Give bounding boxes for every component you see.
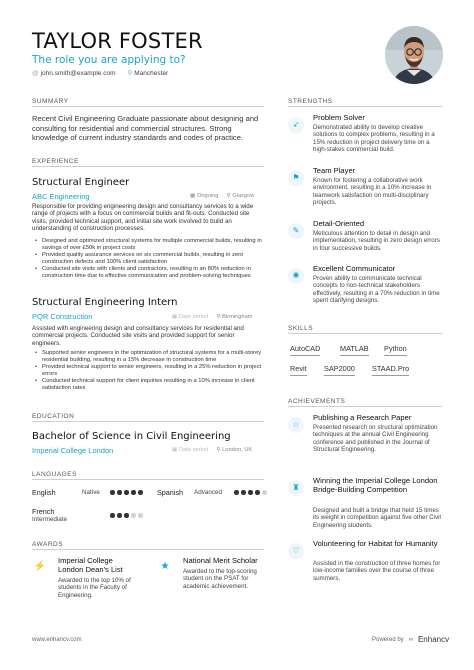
- rating-dot: [117, 513, 122, 518]
- education-meta: [172, 447, 252, 453]
- achievement-title: Publishing a Research Paper: [313, 413, 412, 422]
- pin-icon: ⚲: [216, 314, 221, 320]
- job-bullets: [34, 238, 264, 281]
- rating-dot: [248, 490, 253, 495]
- contact-row: [32, 69, 168, 77]
- strength-title: Detail-Oriented: [313, 219, 365, 228]
- job-location: Glasgow: [232, 193, 255, 199]
- company-name: PQR Construction: [32, 312, 93, 321]
- award-description: Awarded to the top-scoring student on the PSAT for academic achievement.: [183, 568, 257, 590]
- list-item: • Provided technical support to senior engineers, resulting in a 25% reduction in project errors: [34, 364, 264, 378]
- list-item: • Designed and optimized structural systems for multiple commercial builds, resulting in savings of over £50k in project costs: [34, 238, 264, 252]
- language-rating: [110, 490, 143, 495]
- language-level: Advanced: [194, 489, 223, 496]
- rocket-icon: ➶: [288, 117, 304, 133]
- rating-dot: [138, 490, 143, 495]
- divider: [32, 549, 264, 550]
- job-location: Birmingham: [222, 314, 253, 320]
- job-description: Responsible for providing engineering design and consultancy services to a wide range of projects with a focus on commercial builds and fit-outs. Conducted site visits, provided technical support, and initial site work involved to build an understanding of construction processes.: [32, 203, 254, 233]
- list-item: • Conducted site visits with clients and contractors, resulting in an 80% reduction in construction time due to effective communication and problem-solving techniques: [34, 266, 264, 280]
- email-item[interactable]: [32, 70, 116, 77]
- rating-dot: [131, 490, 136, 495]
- job-title: Structural Engineer: [32, 177, 130, 188]
- summary-heading: SUMMARY: [32, 98, 69, 105]
- experience-heading: EXPERIENCE: [32, 158, 79, 165]
- skill-tag: STAAD.Pro: [372, 364, 409, 376]
- school-name: Imperial College London: [32, 446, 114, 455]
- strength-description: Proven ability to communicate technical concepts to non-technical stakeholders effectively, resulting in a 70% reduction in time spent clarifying designs.: [313, 275, 440, 304]
- rating-dot: [124, 490, 129, 495]
- role-tagline: The role you are applying to?: [32, 54, 186, 66]
- language-name: English: [32, 488, 56, 497]
- rating-dot: [255, 490, 260, 495]
- achievement-description: Presented research on structural optimization techniques at the annual Civil Engineering conference and published in the Journal of Structural Engineering.: [313, 424, 438, 453]
- rating-dot: [110, 513, 115, 518]
- strengths-heading: STRENGTHS: [288, 98, 333, 105]
- job-meta: [172, 314, 252, 320]
- rating-dot: [124, 513, 129, 518]
- job-description: Assisted with engineering design and consultancy services for residential and commercial projects. Conducted site visits and provided support for senior engineers.: [32, 325, 244, 347]
- languages-heading: LANGUAGES: [32, 471, 77, 478]
- divider: [288, 406, 442, 407]
- skill-tag: MATLAB: [340, 344, 369, 356]
- strength-title: Excellent Communicator: [313, 264, 396, 273]
- strength-title: Team Player: [313, 166, 356, 175]
- job-date: Ongoing: [196, 193, 219, 199]
- divider: [32, 166, 264, 167]
- strength-description: Demonstrated ability to develop creative solutions to complex problems, resulting in a 15% reduction in project delivery time on a high-stakes commercial build.: [313, 124, 435, 153]
- skills-heading: SKILLS: [288, 325, 314, 332]
- education-date: Date period: [178, 447, 209, 453]
- strength-description: Meticulous attention to detail in design and implementation, resulting in zero design errors in four successive builds.: [313, 230, 440, 252]
- education-location: London, UK: [222, 447, 253, 453]
- avatar: [385, 26, 443, 84]
- language-name: French: [32, 507, 55, 516]
- location-text: Manchester: [134, 70, 169, 77]
- rating-dot: [138, 513, 143, 518]
- achievement-description: Designed and built a bridge that held 15 times its weight in competition against five other Civil Engineering students.: [313, 507, 441, 529]
- avatar-illustration: [385, 26, 443, 84]
- pin-icon: ⚲: [216, 447, 221, 453]
- achievement-description: Assisted in the construction of three homes for low-income families over the course of three summers.: [313, 560, 441, 582]
- job-meta: [190, 193, 254, 199]
- location-item: [128, 69, 169, 77]
- rating-dot: [241, 490, 246, 495]
- strength-description: Known for fostering a collaborative work environment, resulting in a 10% increase in teamwork satisfaction on multi-disciplinary projects.: [313, 177, 432, 206]
- divider: [288, 333, 442, 334]
- divider: [32, 106, 264, 107]
- divider: [32, 479, 264, 480]
- star-icon: ★: [160, 561, 170, 572]
- language-level: Intermediate: [32, 516, 68, 523]
- language-level: Native: [82, 489, 100, 496]
- email-text: john.smith@example.com: [40, 69, 116, 77]
- strength-title: Problem Solver: [313, 113, 365, 122]
- award-description: Awarded to the top 10% of students in the Faculty of Engineering.: [58, 577, 131, 599]
- skill-tag: AutoCAD: [290, 344, 320, 356]
- rating-dot: [234, 490, 239, 495]
- skill-tag: SAP2000: [324, 364, 355, 376]
- calendar-icon: ▦: [172, 447, 178, 453]
- calendar-icon: ▦: [172, 314, 178, 320]
- language-rating: [110, 513, 143, 518]
- awards-heading: AWARDS: [32, 541, 64, 548]
- divider: [288, 106, 442, 107]
- calendar-icon: ▦: [190, 193, 196, 199]
- language-name: Spanish: [157, 488, 183, 497]
- candidate-name: TAYLOR FOSTER: [32, 29, 203, 53]
- list-item: • Supported senior engineers in the optimization of structural systems for a multi-storey residential building, resulting in a 15% decrease in construction time: [34, 350, 264, 364]
- at-icon: @: [32, 69, 39, 77]
- footer-branding: [372, 635, 449, 644]
- enhancv-logo-icon: ∞: [408, 636, 413, 643]
- education-heading: EDUCATION: [32, 413, 75, 420]
- job-date: Date period: [178, 314, 209, 320]
- lightning-icon: ⚡: [33, 561, 47, 572]
- achievements-heading: ACHIEVEMENTS: [288, 398, 346, 405]
- award-title: Imperial College London Dean's List: [58, 556, 123, 574]
- job-title: Structural Engineering Intern: [32, 297, 178, 308]
- rating-dot: [131, 513, 136, 518]
- skill-tag: Revit: [290, 364, 307, 376]
- hand-heart-icon: ♡: [288, 543, 304, 559]
- rating-dot: [117, 490, 122, 495]
- company-name: ABC Engineering: [32, 192, 90, 201]
- skill-tag: Python: [384, 344, 407, 356]
- rating-dot: [262, 490, 267, 495]
- language-rating: [234, 490, 267, 495]
- job-bullets: [34, 350, 264, 393]
- trophy-icon: ♜: [288, 480, 304, 496]
- ruler-pencil-icon: ✎: [288, 223, 304, 239]
- achievement-title: Volunteering for Habitat for Humanity: [313, 539, 438, 548]
- award-title: National Merit Scholar: [183, 556, 258, 565]
- footer-url[interactable]: www.enhancv.com: [32, 637, 82, 643]
- achievement-title: Winning the Imperial College London Bridge-Building Competition: [313, 476, 438, 494]
- list-item: • Conducted technical support for client inquiries resulting in a 10% increase in client satisfaction rates: [34, 378, 264, 392]
- pin-icon: ⚲: [226, 193, 231, 199]
- degree-title: Bachelor of Science in Civil Engineering: [32, 431, 231, 442]
- divider: [32, 421, 264, 422]
- handshake-icon: ⚑: [288, 170, 304, 186]
- brand-name: Enhancv: [417, 635, 450, 644]
- powered-by-text: Powered by: [372, 636, 404, 643]
- list-item: • Provided quality assurance services on six commercial builds, resulting in zero construction defects and 100% client satisfaction: [34, 252, 264, 266]
- pin-icon: ⚲: [127, 70, 133, 77]
- summary-text: Recent Civil Engineering Graduate passionate about designing and consulting for residential and commercial structures. Strong knowledge of current industry standards and codes of practice.: [32, 114, 259, 143]
- star-icon: ☆: [288, 417, 304, 433]
- rating-dot: [110, 490, 115, 495]
- brain-icon: ✺: [288, 268, 304, 284]
